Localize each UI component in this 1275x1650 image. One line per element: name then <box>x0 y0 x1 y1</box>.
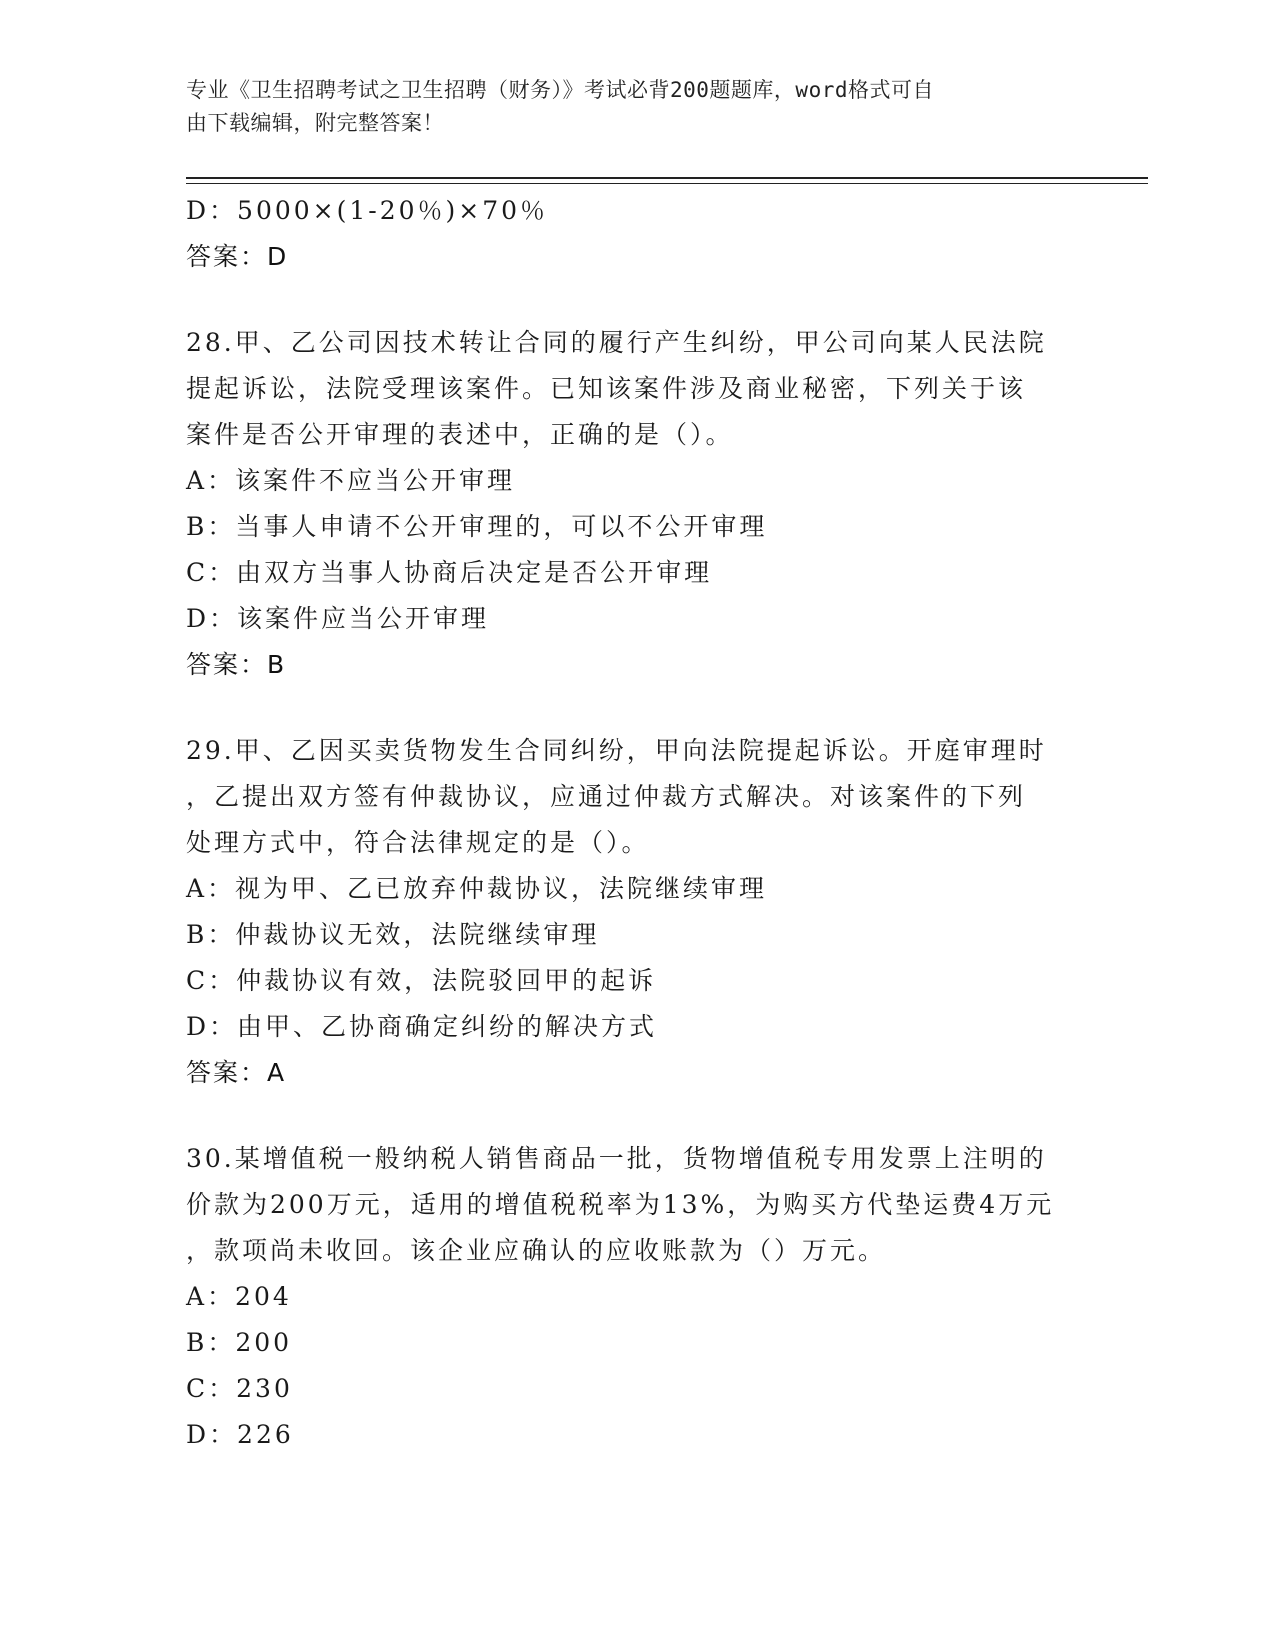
question-28 <box>186 320 1086 688</box>
spacer <box>186 1096 1086 1136</box>
option-d: D：由甲、乙协商确定纠纷的解决方式 <box>186 1012 658 1041</box>
question-stem-line: 28.甲、乙公司因技术转让合同的履行产生纠纷，甲公司向某人民法院 <box>186 328 1047 357</box>
question-stem-line: ，款项尚未收回。该企业应确认的应收账款为（）万元。 <box>186 1236 887 1265</box>
option-a: A：该案件不应当公开审理 <box>186 466 516 495</box>
header-line-1: 专业《卫生招聘考试之卫生招聘（财务）》考试必背200题题库，word格式可自 <box>186 78 934 102</box>
spacer <box>186 688 1086 728</box>
option-c: C：仲裁协议有效，法院驳回甲的起诉 <box>186 966 657 995</box>
question-stem-line: 价款为200万元，适用的增值税税率为13%，为购买方代垫运费4万元 <box>186 1190 1055 1219</box>
option-a: A：视为甲、乙已放弃仲裁协议，法院继续审理 <box>186 874 768 903</box>
option-b: B：当事人申请不公开审理的，可以不公开审理 <box>186 512 768 541</box>
question-29 <box>186 728 1086 1096</box>
option-a: A：204 <box>186 1282 292 1311</box>
option-b: B：200 <box>186 1328 293 1357</box>
question-stem-line: 30.某增值税一般纳税人销售商品一批，货物增值税专用发票上注明的 <box>186 1144 1047 1173</box>
option-c: C：230 <box>186 1374 293 1403</box>
option-d: D：该案件应当公开审理 <box>186 604 490 633</box>
question-stem-line: ，乙提出双方签有仲裁协议，应通过仲裁方式解决。对该案件的下列 <box>186 782 1027 811</box>
question-stem-line: 29.甲、乙因买卖货物发生合同纠纷，甲向法院提起诉讼。开庭审理时 <box>186 736 1047 765</box>
option-b: B：仲裁协议无效，法院继续审理 <box>186 920 600 949</box>
question-stem-line: 处理方式中，符合法律规定的是（）。 <box>186 828 650 857</box>
answer: 答案：D <box>186 242 289 271</box>
question-stem-line: 案件是否公开审理的表述中，正确的是（）。 <box>186 420 734 449</box>
answer: 答案：B <box>186 650 287 679</box>
option-c: C：由双方当事人协商后决定是否公开审理 <box>186 558 713 587</box>
header-line-2: 由下载编辑，附完整答案！ <box>186 111 444 135</box>
spacer <box>186 280 1086 320</box>
question-stem-line: 提起诉讼，法院受理该案件。已知该案件涉及商业秘密，下列关于该 <box>186 374 1027 403</box>
answer: 答案：A <box>186 1058 287 1087</box>
header-rule-thin <box>186 183 1148 184</box>
page-header <box>186 74 1066 140</box>
document-body <box>186 188 1086 1458</box>
header-rule-thick <box>186 177 1148 179</box>
question-30 <box>186 1136 1086 1458</box>
option-d: D：226 <box>186 1420 294 1449</box>
option-d: D：5000×(1-20％)×70％ <box>186 196 549 225</box>
previous-question-tail <box>186 188 1086 280</box>
